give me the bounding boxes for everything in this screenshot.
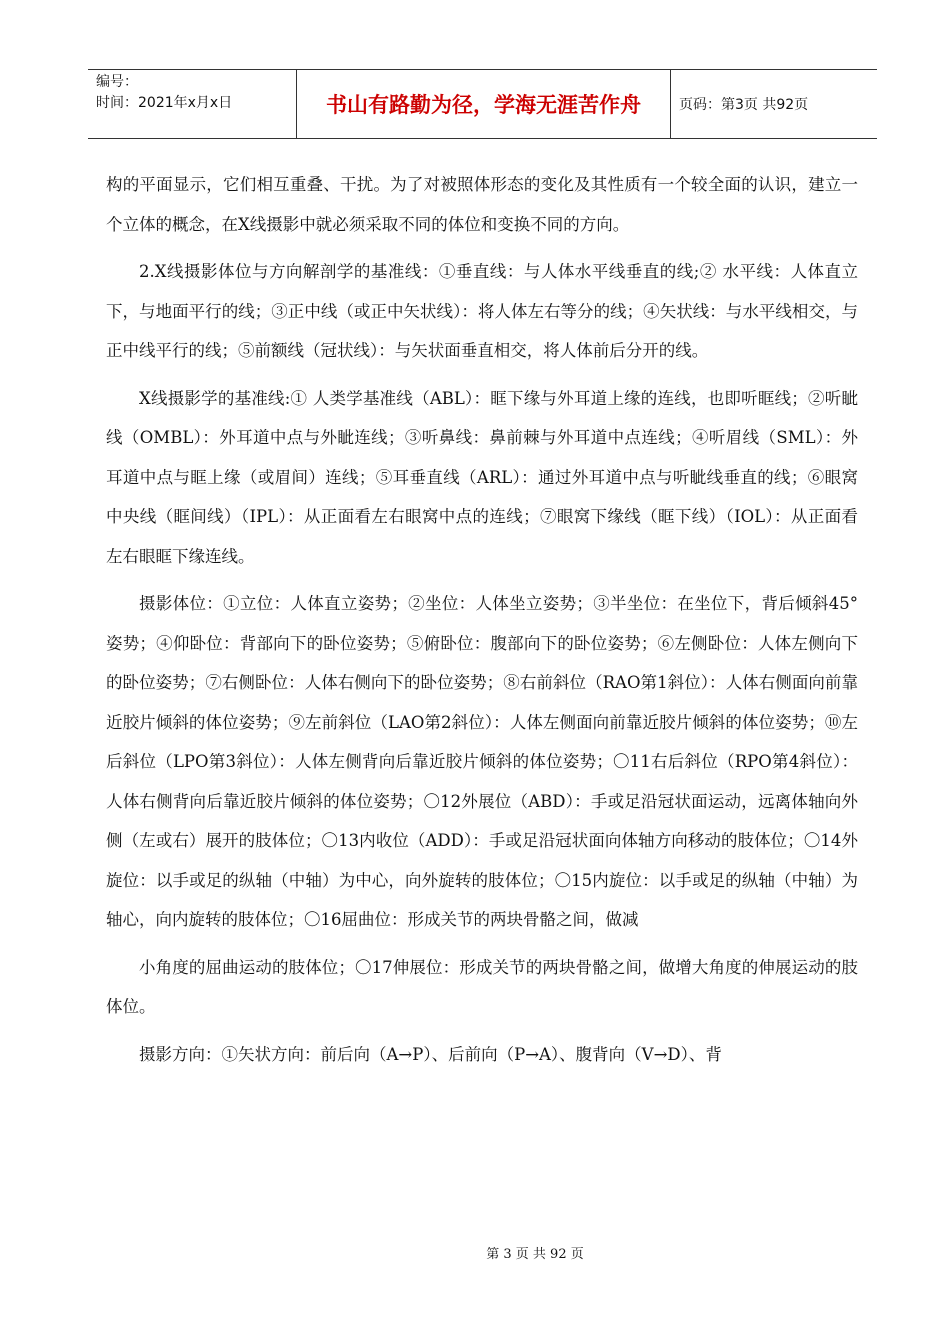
paragraph: 摄影方向：①矢状方向：前后向（A→P）、后前向（P→A）、腹背向（V→D）、背 (139, 1044, 722, 1064)
document-body (106, 165, 858, 1082)
header-meta (88, 70, 296, 138)
paragraph: X线摄影学的基准线:① 人类学基准线（ABL）：眶下缘与外耳道上缘的连线，也即听眶线；②听眦线（OMBL）：外耳道中点与外眦连线；③听鼻线：鼻前棘与外耳道中点连线；④听眉线（SML）：外耳道中点与眶上缘（或眉间）连线；⑤耳垂直线（ARL）：通过外耳道中点与听眦线垂直的线；⑥眼窝中央线（眶间线）（IPL）：从正面看左右眼窝中点的连线；⑦眼窝下缘线（眶下线）（IOL）：从正面看左右眼眶下缘连线。 (106, 388, 858, 566)
page-footer: 第 3 页 共 92 页 (486, 1247, 584, 1262)
paragraph: 构的平面显示，它们相互重叠、干扰。为了对被照体形态的变化及其性质有一个较全面的认识，建立一个立体的概念，在X线摄影中就必须采取不同的体位和变换不同的方向。 (106, 175, 858, 234)
document-date: 时间：2021年x月x日 (96, 95, 233, 111)
header-motto: 书山有路勤为径，学海无涯苦作舟 (296, 70, 671, 138)
paragraph: 2.X线摄影体位与方向解剖学的基准线：①垂直线：与人体水平线垂直的线;② 水平线：人体直立下，与地面平行的线；③正中线（或正中矢状线）：将人体左右等分的线；④矢状线：与水平线相交，与正中线平行的线；⑤前额线（冠状线）：与矢状面垂直相交，将人体前后分开的线。 (106, 262, 858, 360)
document-number: 编号： (96, 74, 138, 90)
paragraph: 摄影体位：①立位：人体直立姿势；②坐位：人体坐立姿势；③半坐位：在坐位下，背后倾斜45°姿势；④仰卧位：背部向下的卧位姿势；⑤俯卧位：腹部向下的卧位姿势；⑥左侧卧位：人体左侧向下的卧位姿势；⑦右侧卧位：人体右侧向下的卧位姿势；⑧右前斜位（RAO第1斜位）：人体右侧面向前靠近胶片倾斜的体位姿势；⑨左前斜位（LAO第2斜位）：人体左侧面向前靠近胶片倾斜的体位姿势；⑩左后斜位（LPO第3斜位）：人体左侧背向后靠近胶片倾斜的体位姿势；〇11右后斜位（RPO第4斜位）：人体右侧背向后靠近胶片倾斜的体位姿势；〇12外展位（ABD）：手或足沿冠状面运动，远离体轴向外侧（左或右）展开的肢体位；〇13内收位（ADD）：手或足沿冠状面向体轴方向移动的肢体位；〇14外旋位：以手或足的纵轴（中轴）为中心，向外旋转的肢体位；〇15内旋位：以手或足的纵轴（中轴）为轴心，向内旋转的肢体位；〇16屈曲位：形成关节的两块骨骼之间，做减 (106, 594, 858, 929)
page-header (88, 69, 877, 139)
paragraph: 小角度的屈曲运动的肢体位；〇17伸展位：形成关节的两块骨骼之间，做增大角度的伸展运动的肢体位。 (106, 957, 858, 1016)
header-page-number: 页码：第3页 共92页 (679, 97, 809, 113)
